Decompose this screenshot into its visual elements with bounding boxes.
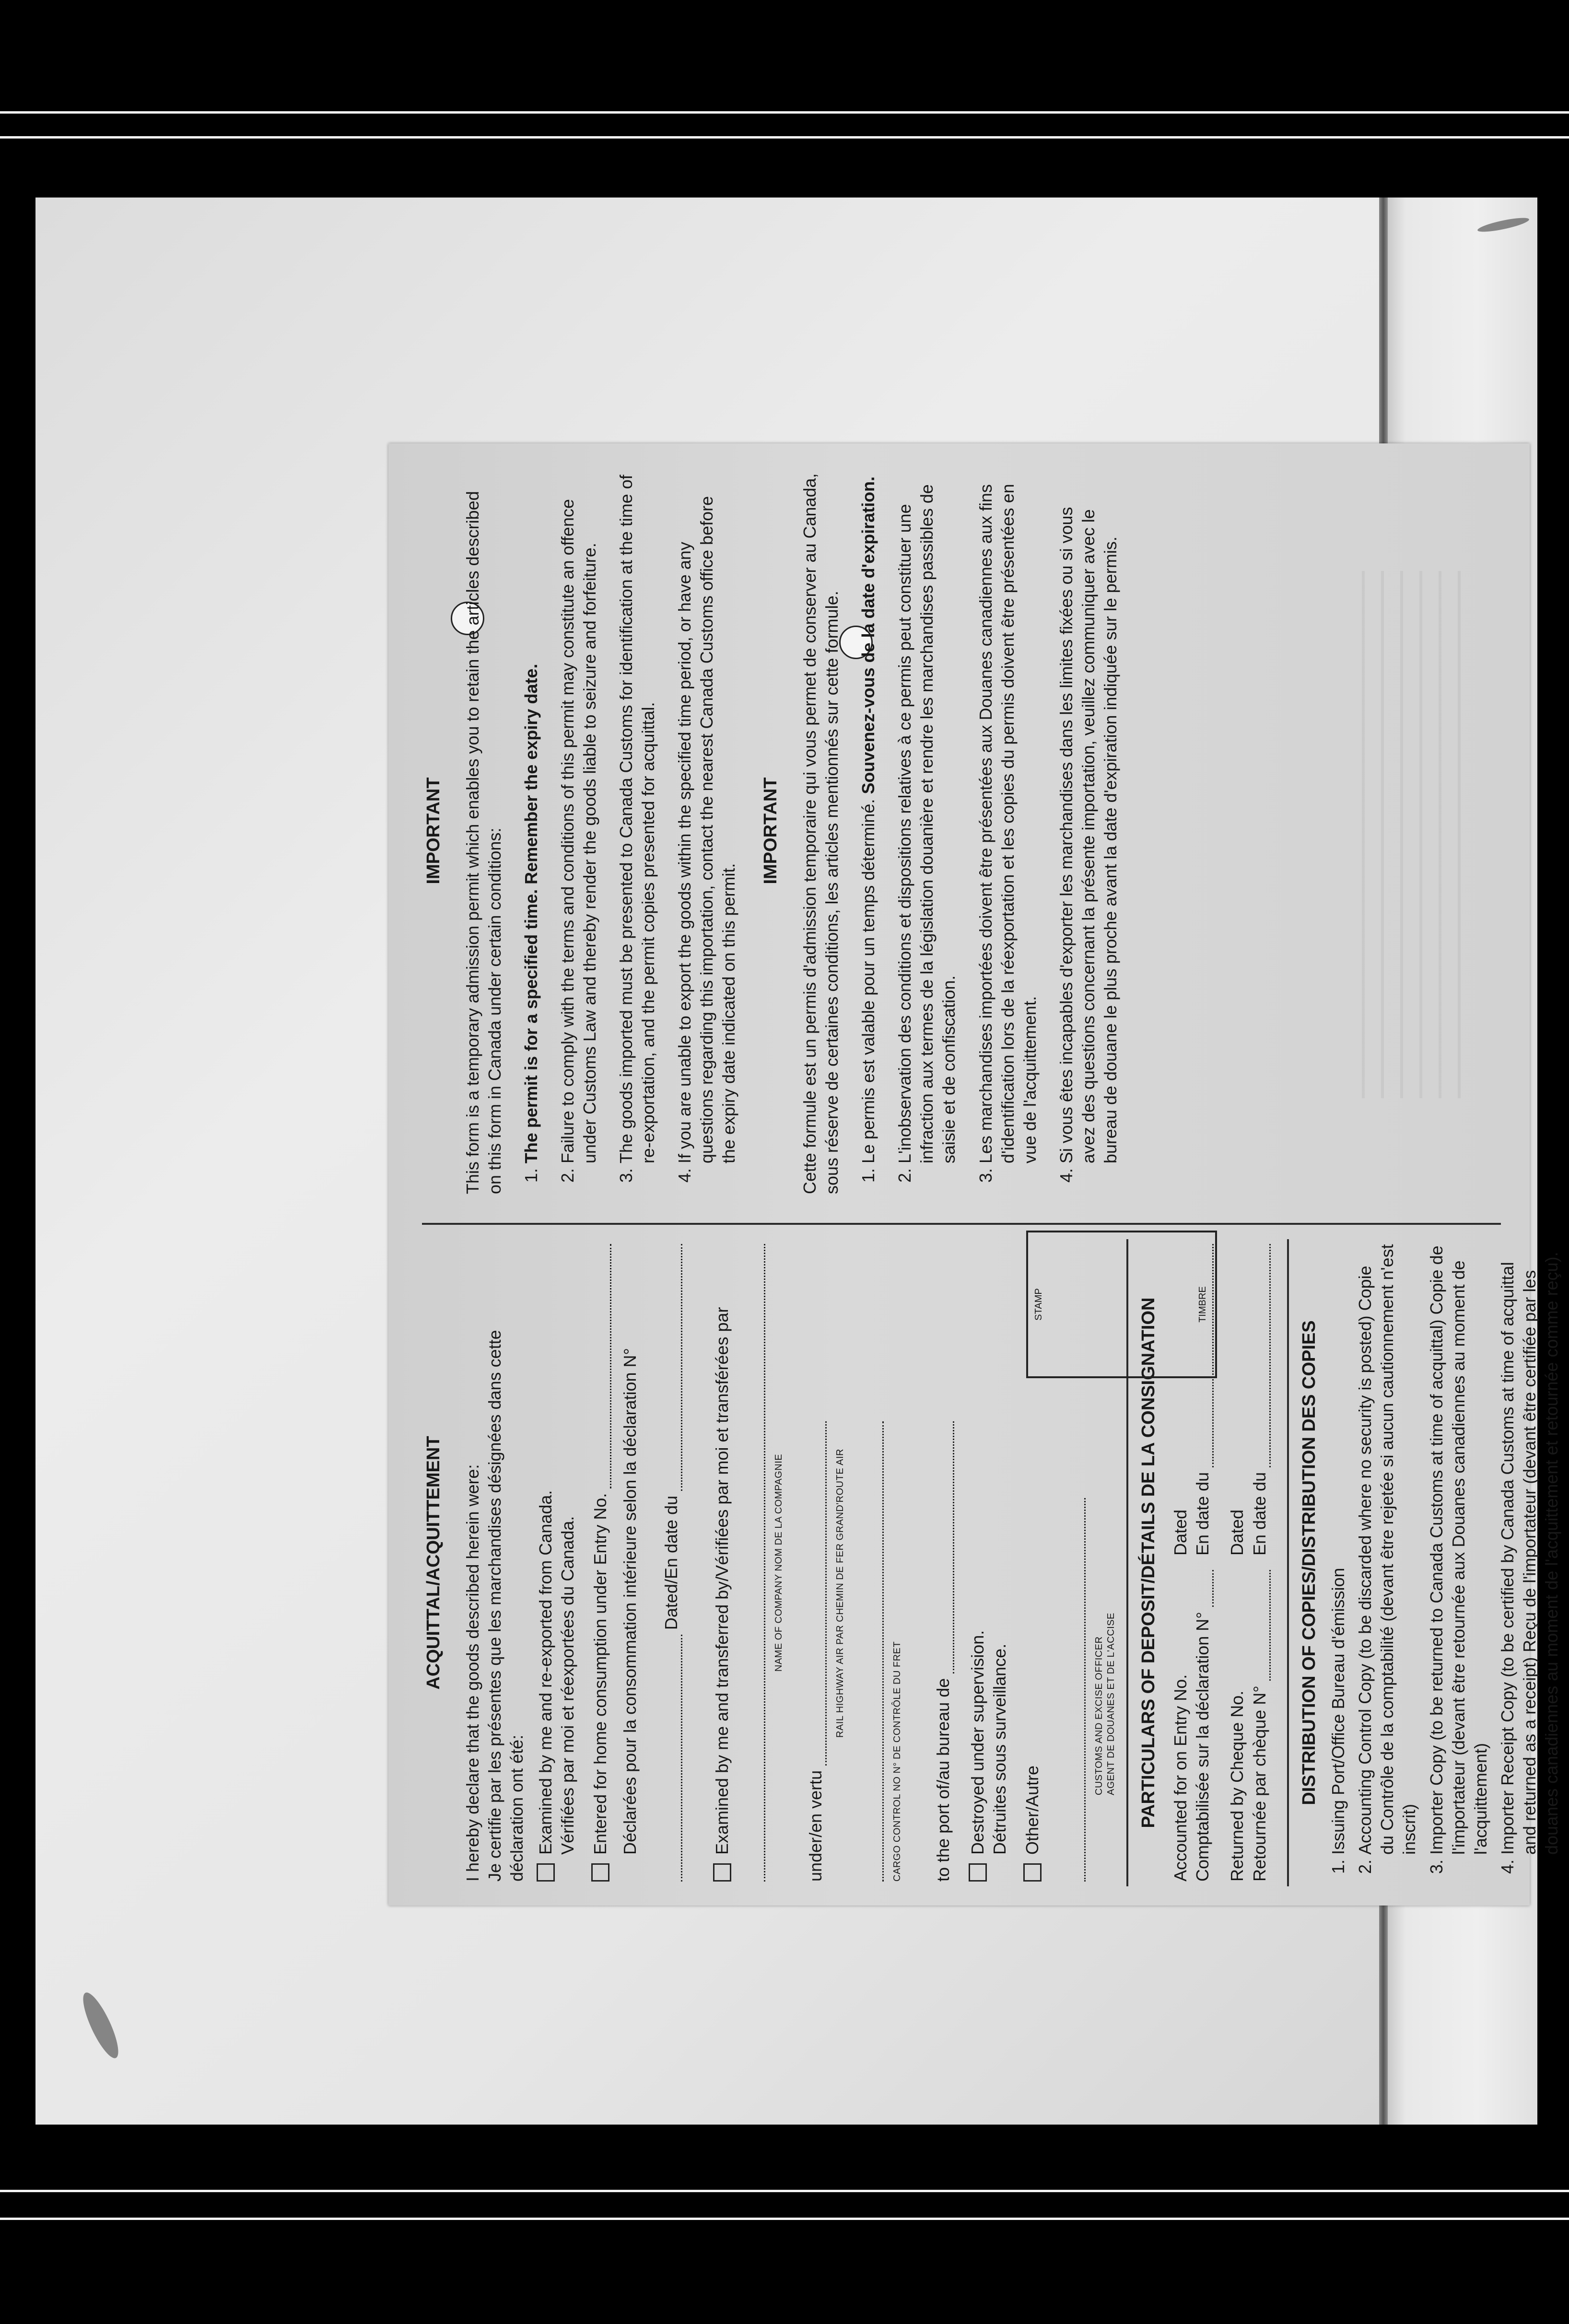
cheque-field[interactable] (1253, 1570, 1271, 1681)
opt2-fr: Déclarées pour la consommation intérieure selon la déclaration N° (620, 1348, 640, 1855)
option-destroyed[interactable] (967, 1244, 1011, 1882)
opt4-fr: Détruites sous surveillance. (990, 1643, 1010, 1855)
film-rule-top-2 (0, 136, 1569, 139)
checkbox[interactable] (713, 1863, 731, 1882)
opt2-en: Entered for home consumption under Entry No. (590, 1493, 610, 1855)
timbre-label: TIMBRE (1197, 1286, 1208, 1323)
important-en-item-2: 2. Failure to comply with the terms and conditions of this permit may constitute an offence under Customs Law and thereby render the goods liable to seizure and forfeiture. (557, 467, 601, 1163)
film-rule-bottom-2 (0, 2218, 1569, 2220)
important-fr-title: IMPORTANT (761, 777, 781, 884)
important-fr-item-1a: Le permis est valable pour un temps déterminé. (858, 799, 878, 1163)
deposit-title: PARTICULARS OF DEPOSIT/DÉTAILS DE LA CONSIGNATION (1138, 1297, 1159, 1828)
checkbox[interactable] (1023, 1863, 1042, 1882)
important-en-item-1b: Remember the expiry date. (521, 663, 541, 884)
under-label: under/en vertu (805, 1770, 825, 1882)
important-fr-item-4: 4. Si vous êtes incapables d'exporter les marchandises dans les limites fixées ou si vous avez des questions concernant la présente importation, veuillez communiquer avec le bureau de douane le plus proche avant la date d'expiration indiquée sur le permis. (1055, 467, 1122, 1163)
distribution-title: DISTRIBUTION OF COPIES/DISTRIBUTION DES COPIES (1299, 1320, 1319, 1805)
important-en-title: IMPORTANT (423, 777, 444, 884)
deposit-ret-fr: Retournée par chèque N° (1249, 1685, 1269, 1882)
option-home-consumption[interactable] (589, 1244, 641, 1882)
distribution-item: 3. Importer Copy (to be returned to Canada Customs at time of acquittal) Copie de l'importateur (devant être retournée aux Douanes canadiennes au moment de l'acquittement) (1426, 1244, 1492, 1855)
officer-fr: AGENT DE DOUANES ET DE L'ACCISE (1106, 1613, 1117, 1795)
acquittal-title: ACQUITTAL/ACQUITTEMENT (423, 1436, 444, 1690)
cargo-field[interactable] (866, 1421, 884, 1882)
dated-field[interactable] (665, 1635, 682, 1882)
checkbox[interactable] (969, 1863, 987, 1882)
divider (1287, 1239, 1289, 1886)
film-rule-top-1 (0, 111, 1569, 114)
declare-en: I hereby declare that the goods described herein were: (462, 1464, 482, 1882)
officer-signature-field[interactable] (1068, 1498, 1086, 1882)
deposit-entry-field[interactable] (1196, 1570, 1214, 1607)
modes-label: RAIL HIGHWAY AIR PAR CHEMIN DE FER GRAND'ROUTE AIR (835, 1449, 845, 1738)
important-fr-item-1b: Souvenez-vous de la date d'expiration. (858, 476, 878, 794)
dated-field-2[interactable] (665, 1244, 682, 1491)
option-transferred[interactable] (711, 1244, 733, 1882)
deposit-acc-fr: Comptabilisée sur la déclaration N° (1193, 1612, 1213, 1882)
opt5: Other/Autre (1022, 1765, 1042, 1855)
cargo-label: CARGO CONTROL NO N° DE CONTRÔLE DU FRET (891, 1641, 902, 1882)
show-through-text (1362, 571, 1467, 1098)
opt3: Examined by me and transferred by/Vérifiées par moi et transférées par (712, 1307, 732, 1855)
stamp-label: STAMP (1033, 1288, 1044, 1321)
important-en-item-1 (520, 467, 542, 1163)
under-field[interactable] (809, 1421, 827, 1766)
dated-label: Dated/En date du (661, 1495, 681, 1630)
important-fr-item-3: 3. Les marchandises importées doivent être présentées aux Douanes canadiennes aux fins d'identification lors de la réexportation et les copies du permis doivent être présentées en vue de l'acquittement. (975, 467, 1041, 1163)
important-fr-list (857, 467, 1122, 1194)
checkbox[interactable] (591, 1863, 609, 1882)
important-en-intro: This form is a temporary admission permit which enables you to retain the articles described on this form in Canada under certain conditions: (462, 491, 504, 1194)
deposit-dated-en: Dated (1171, 1509, 1191, 1556)
port-field[interactable] (937, 1421, 954, 1673)
acquittal-column (422, 1244, 1561, 1882)
distribution-item: 2. Accounting Control Copy (to be discarded where no security is posted) Copie du Contrôle de la comptabilité (devant être rejetée si aucun cautionnement n'est inscrit) (1354, 1244, 1420, 1855)
important-en-list (520, 467, 740, 1194)
important-en-item-1a: The permit is for a specified time. (521, 889, 541, 1163)
deposit-acc-en: Accounted for on Entry No. (1171, 1674, 1191, 1882)
distribution-item: 4. Importer Receipt Copy (to be certified by Canada Customs at time of acquittal and returned as a receipt) Reçu de l'importateur (devant être certifiée par les douanes canadiennes au moment de l'acquittement et retournée comme reçu). (1497, 1244, 1563, 1855)
stamp-box (1026, 1231, 1217, 1378)
cheque-date-field[interactable] (1253, 1244, 1271, 1467)
opt1-fr: Vérifiées par moi et réexportées du Canada. (557, 1516, 577, 1855)
company-label: NAME OF COMPANY NOM DE LA COMPAGNIE (773, 1453, 784, 1672)
important-en-item-3: 3. The goods imported must be presented to Canada Customs for identification at the time of re-exportation, and the permit copies presented for acquittal. (615, 467, 659, 1163)
important-fr-item-2: 2. L'inobservation des conditions et dispositions relatives à ce permis peut constituer une infraction aux termes de la législation douanière et rendre les marchandises passibles de saisie et de confiscation. (894, 467, 960, 1163)
opt4-en: Destroyed under supervision. (968, 1630, 988, 1855)
company-field[interactable] (748, 1244, 765, 1882)
film-rule-bottom-1 (0, 2190, 1569, 2192)
deposit-dated-fr: En date du (1193, 1472, 1213, 1556)
checkbox[interactable] (537, 1863, 555, 1882)
option-reexported[interactable] (535, 1244, 579, 1882)
important-column (422, 467, 1501, 1225)
customs-form (388, 443, 1561, 1906)
officer-en: CUSTOMS AND EXCISE OFFICER (1093, 1636, 1104, 1795)
important-fr-item-1 (857, 467, 879, 1163)
port-label: to the port of/au bureau de (933, 1678, 953, 1882)
deposit-dated-fr-2: En date du (1249, 1472, 1269, 1556)
important-en-item-4: 4. If you are unable to export the goods within the specified time period, or have any questions regarding this importation, contact the nearest Canada Customs office before the expiry date indicated on this permit. (674, 467, 740, 1163)
distribution-section (1298, 1244, 1563, 1882)
declare-fr: Je certifie par les présentes que les marchandises désignées dans cette déclaration ont été: (484, 1330, 527, 1882)
deposit-dated-en-2: Dated (1227, 1509, 1247, 1556)
entry-no-field[interactable] (594, 1244, 611, 1488)
important-fr-intro: Cette formule est un permis d'admission temporaire qui vous permet de conserver au Canada, sous réserve de certaines conditions, les articles mentionnés sur cette formule. (800, 473, 842, 1194)
distribution-item: 1. Issuing Port/Office Bureau d'émission (1327, 1244, 1349, 1855)
deposit-ret-en: Returned by Cheque No. (1227, 1690, 1247, 1882)
opt1-en: Examined by me and re-exported from Canada. (535, 1490, 555, 1855)
deposit-cheque-row (1226, 1244, 1278, 1882)
